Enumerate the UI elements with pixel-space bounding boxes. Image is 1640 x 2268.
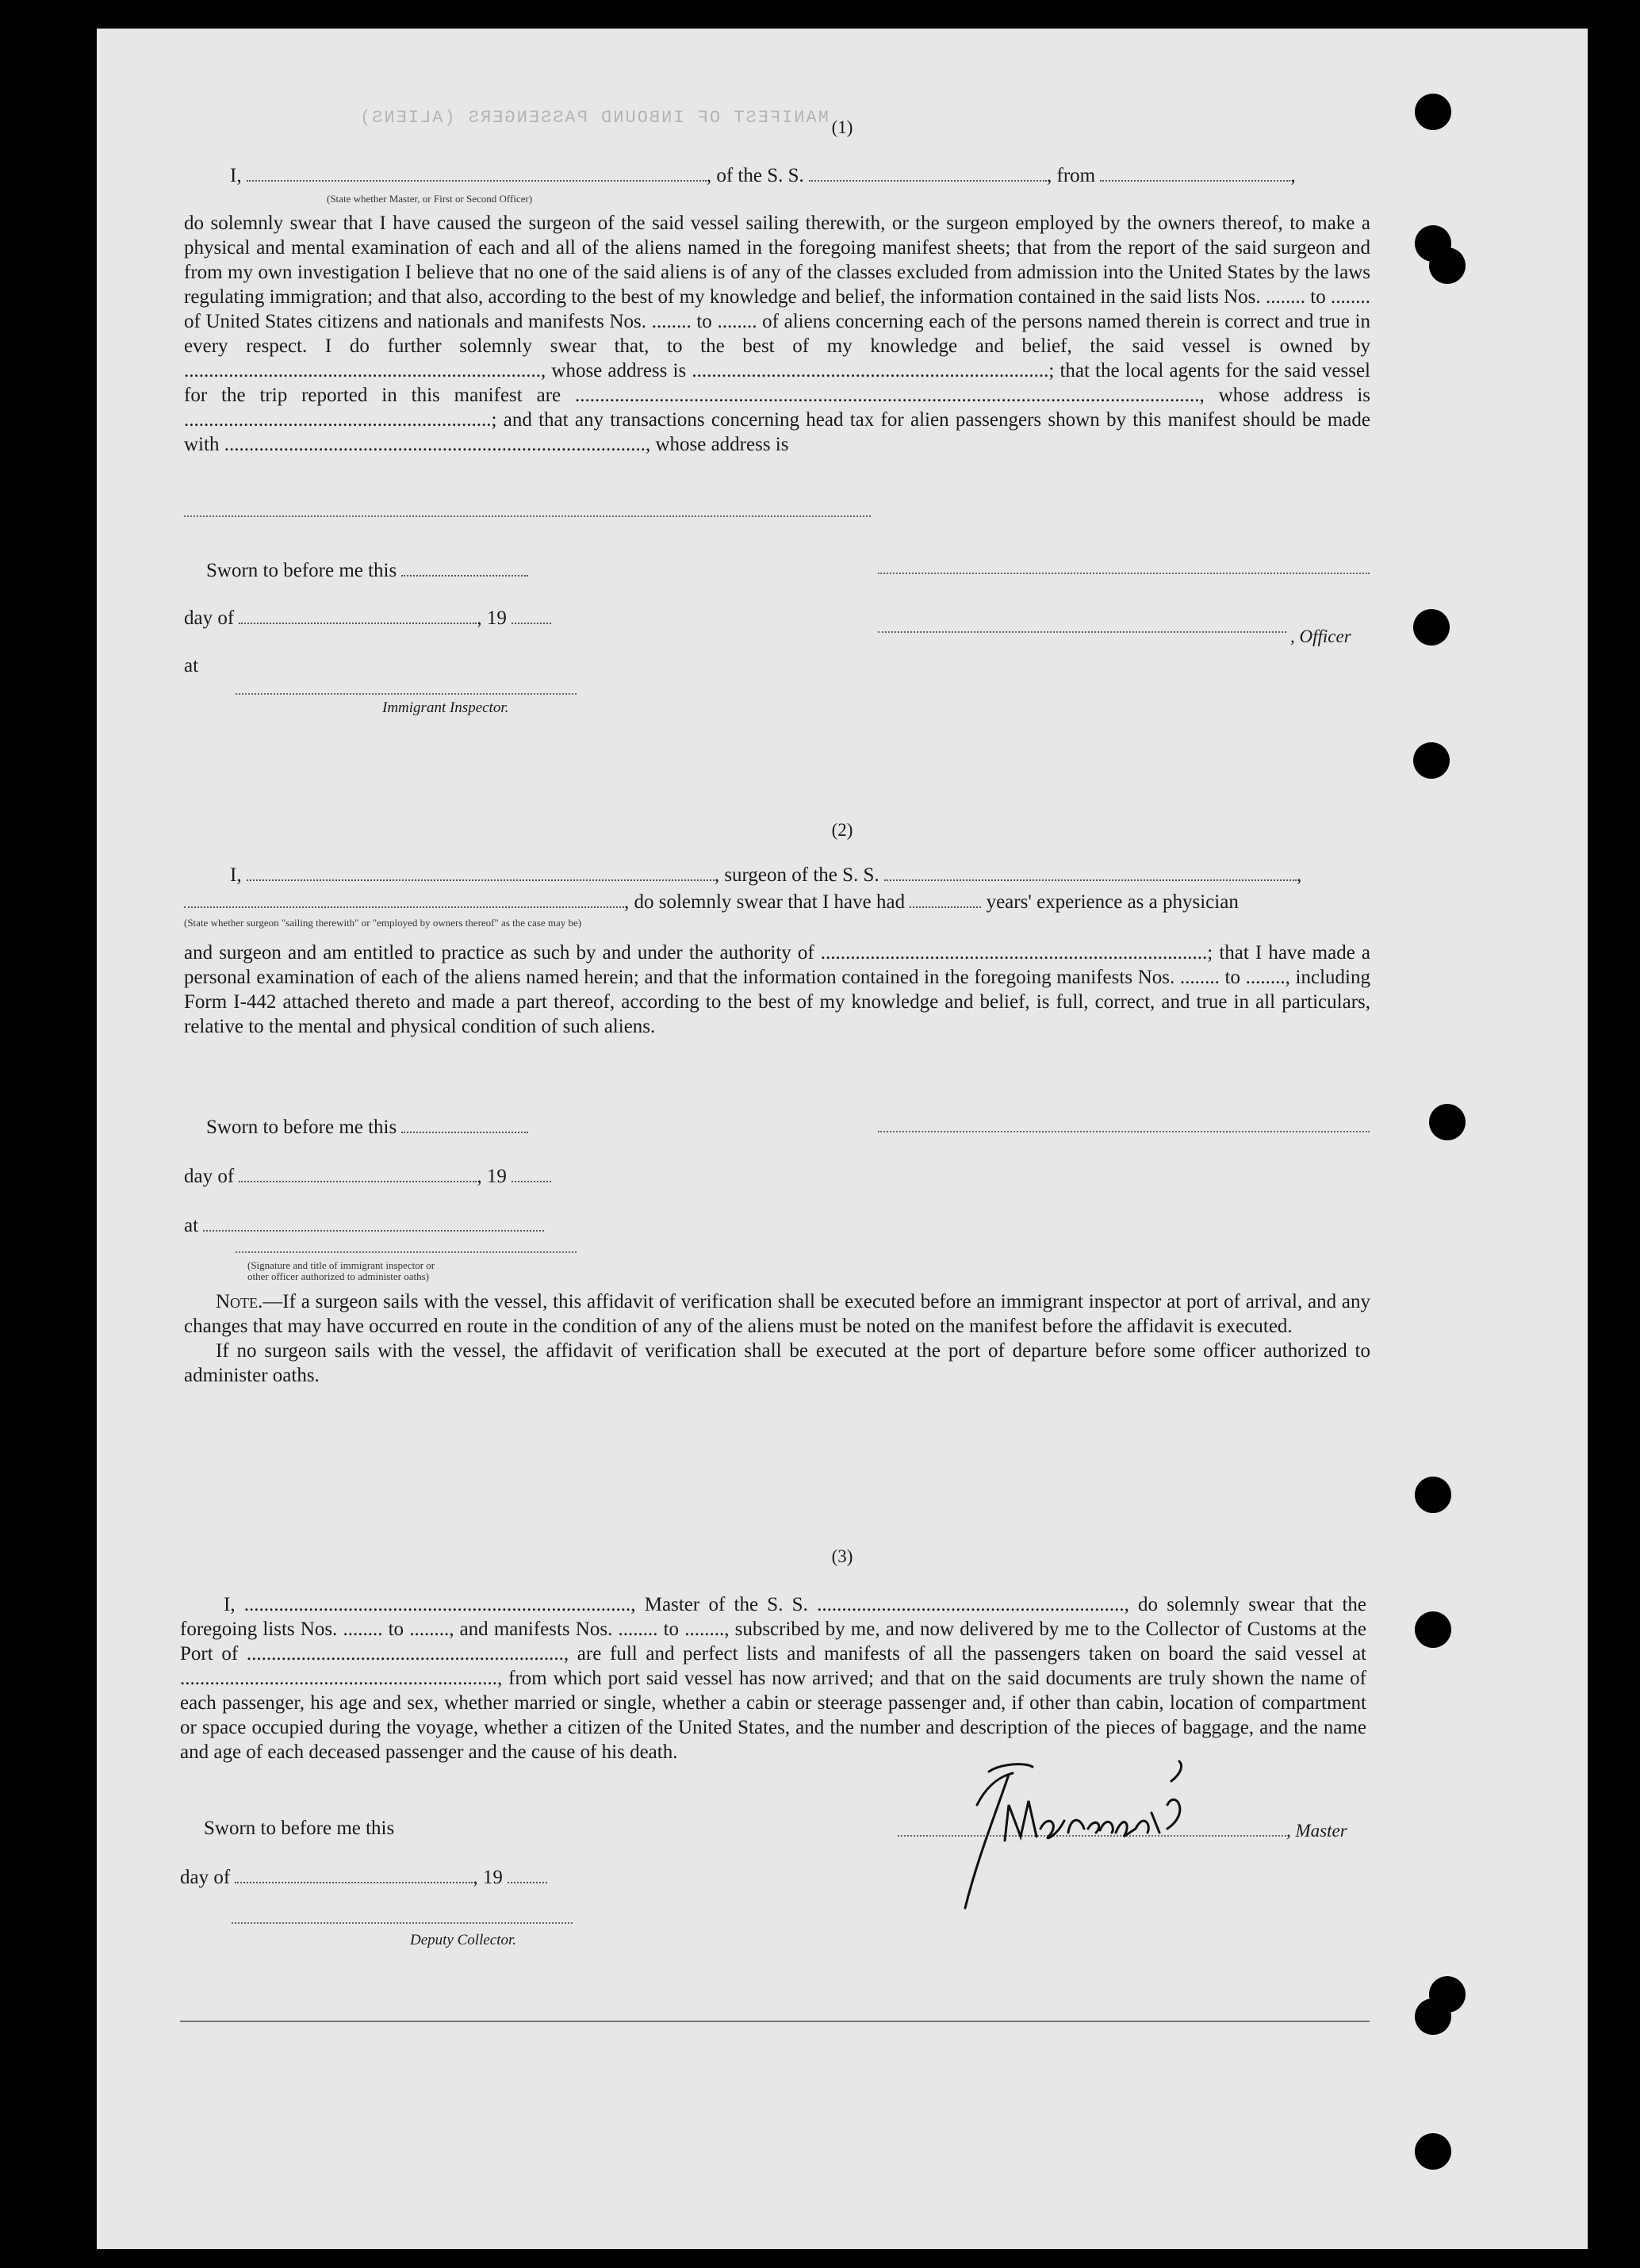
officer-signature-line[interactable] [878,631,1286,633]
ship-name-field[interactable] [809,166,1047,182]
surgeon-status-field[interactable] [184,892,624,908]
day-field-3[interactable] [235,1868,473,1883]
surgeon-note: (State whether surgeon "sailing therewith" or "employed by owners thereof" as the case may be) [184,917,582,929]
year-field[interactable] [512,608,551,624]
section-3-day [180,1867,547,1889]
binder-hole [1415,94,1451,130]
surgeon-ship-field[interactable] [884,865,1297,881]
year-label-2: , 19 [477,1166,507,1187]
section-1-day [184,607,551,630]
officer-note: (State whether Master, or First or Second Officer) [327,193,533,205]
sworn-label-3: Sworn to before me this [204,1818,395,1839]
port-from-field[interactable] [1100,166,1290,182]
section-3-number: (3) [831,1546,853,1566]
master-label: , Master [1286,1821,1347,1841]
collector-signature-line[interactable] [232,1922,573,1924]
day-field[interactable] [239,608,477,624]
section-3-body [180,1592,1366,1764]
year-label-3: , 19 [473,1867,503,1888]
label-surgeon-ss: , surgeon of the S. S. [714,864,879,886]
section-2-sworn [206,1117,528,1139]
section-1-number: (1) [831,117,853,137]
address-continuation-line[interactable] [184,515,871,517]
section-3-body-text: I, .............................................................................., Master of the S. S. .............................................................., do solemnly swear that the foregoing lists Nos. ........ to ........, and manifests Nos. ........ to ........, subscribed by me, and now delivered by me to the Collector of Customs at the Port of ................................................................, are full and perfect lists and manifests of all the passengers taken on board the said vessel at ................................................................, from which port said vessel has now arrived; and that on the said documents are truly shown the name of each passenger, his age and sex, whether married or single, whether a cabin or steerage passenger and, if other than cabin, location of compartment or space occupied during the voyage, whether a citizen of the United States, and the number and description of the pieces of baggage, and the name and age of each deceased passenger and the cause of his death. [180,1594,1366,1763]
label-from: , from [1047,165,1096,186]
section-2-note [184,1289,1370,1388]
binder-hole [1413,609,1450,646]
years-field[interactable] [910,892,981,908]
sig-note-2: other officer authorized to administer oaths) [247,1270,429,1282]
at-label: at [184,655,199,676]
section-1-body-text: do solemnly swear that I have caused the surgeon of the said vessel sailing therewith, or the surgeon employed by the owners thereof, to make a physical and mental examination of each and all of the aliens named in the foregoing manifest sheets; that from the report of the said surgeon and from my own investigation I believe that no one of the said aliens is of any of the classes excluded from admission into the United States by the laws regulating immigration; and that also, according to the best of my knowledge and belief, the information contained in the said lists Nos. ........ to ........ of United States citizens and nationals and manifests Nos. ........ to ........ of aliens concerning each of the persons named therein is correct and true in every respect. I do further solemnly swear that, to the best of my knowledge and belief, the said vessel is owned by ........................................................................, whose address is ........................................................................; that the local agents for the said vessel for the trip reported in this manifest are .............................................................................................................................., whose address is ..............................................................; and that any transactions concerning head tax for alien passengers shown by this manifest should be made with ....................................................................................., whose address is [184,213,1370,455]
year-field-3[interactable] [508,1868,547,1883]
bleed-through-header: MANIFEST OF INBOUND PASSENGERS (ALIENS) [358,108,829,128]
section-2-at [184,1215,544,1237]
section-2-number: (2) [831,820,853,840]
inspector-signature-line-2[interactable] [236,1251,577,1253]
sworn-date-field[interactable] [401,561,528,577]
binder-hole [1415,1611,1451,1648]
sig-note-1: (Signature and title of immigrant inspector or [247,1259,435,1271]
section-2-line1: I, , surgeon of the S. S. , [230,864,1302,886]
at-field-2[interactable] [203,1216,544,1232]
label-i: I, [230,165,242,186]
year-field-2[interactable] [512,1167,551,1182]
manifest-page [97,29,1588,2249]
binder-hole [1415,1477,1451,1513]
swear-years-label: , do solemnly swear that I have had [624,891,906,913]
label-of-ss: , of the S. S. [706,165,804,186]
officer-name-field[interactable] [247,166,707,182]
section-1-line1: I, , of the S. S. , from , [230,165,1296,186]
section-3-sworn [204,1818,394,1840]
binder-hole [1415,2133,1451,2170]
day-field-2[interactable] [239,1167,477,1182]
bottom-rule [180,2021,1370,2022]
section-2-line2 [184,891,1239,914]
day-of-label: day of [184,607,235,629]
year-label: , 19 [477,607,507,629]
section-2-body [184,941,1370,1039]
years-experience-label: years' experience as a physician [986,891,1239,913]
binder-hole [1415,1998,1451,2035]
section-1-at [184,655,198,677]
section-2-body-text: and surgeon and am entitled to practice as such by and under the authority of ..............................................................................; that I have made a personal examination of each of the aliens named herein; and that the information contained in the foregoing manifests Nos. ........ to ........, including Form I-442 attached thereto and made a part thereof, according to the best of my knowledge and belief, is full, correct, and true in all particulars, relative to the mental and physical condition of such aliens. [184,942,1370,1037]
sworn-date-field-2[interactable] [401,1117,528,1133]
master-signature [929,1757,1294,1916]
surgeon-signature-line[interactable] [878,1131,1370,1132]
inspector-signature-line[interactable] [236,693,577,695]
binder-hole [1413,742,1450,779]
binder-hole [1429,1104,1466,1140]
officer-label: , Officer [1290,626,1351,646]
label-i-2: I, [230,864,242,886]
at-label-2: at [184,1215,199,1236]
day-of-label-2: day of [184,1166,235,1187]
section-2-day [184,1166,551,1188]
sworn-label-2: Sworn to before me this [206,1117,397,1138]
sworn-label: Sworn to before me this [206,560,397,581]
note-text-2: If no surgeon sails with the vessel, the affidavit of verification shall be executed at the port of departure before some officer authorized to administer oaths. [184,1340,1370,1386]
day-of-label-3: day of [180,1867,231,1888]
inspector-label: Immigrant Inspector. [382,699,509,716]
note-text-1: —If a surgeon sails with the vessel, this affidavit of verification shall be executed before an immigrant inspector at port of arrival, and any changes that may have occurred en route in the condition of any of the aliens must be noted on the manifest before the affidavit is executed. [184,1291,1370,1337]
section-1-body [184,211,1370,457]
surgeon-name-field[interactable] [247,865,715,881]
officer-signature-line-top[interactable] [878,573,1370,574]
collector-label: Deputy Collector. [410,1932,517,1948]
binder-hole [1429,247,1466,284]
section-1-sworn [206,560,528,582]
note-label: Note. [216,1291,263,1312]
